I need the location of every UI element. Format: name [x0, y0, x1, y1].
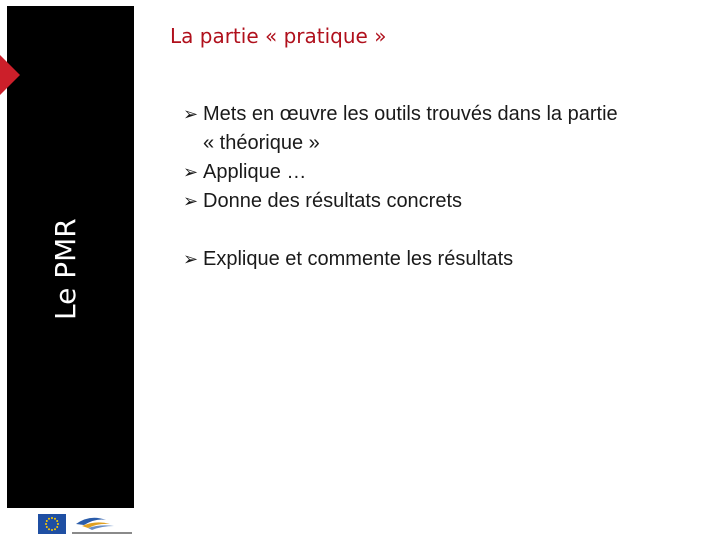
bullet-item [183, 187, 623, 216]
bullet-item [183, 245, 623, 274]
arrowhead-bullet-icon: ➢ [183, 162, 199, 182]
arrowhead-bullet-icon: ➢ [183, 191, 199, 211]
bullet-list [183, 100, 623, 274]
footer-logos [38, 512, 138, 536]
slide-title: La partie « pratique » [170, 24, 387, 48]
bullet-item [183, 100, 623, 158]
eu-flag-icon [38, 514, 66, 534]
bullet-text: Mets en œuvre les outils trouvés dans la partie « théorique » [203, 103, 618, 154]
bullet-text: Applique … [203, 161, 307, 183]
bullet-item [183, 158, 623, 187]
education-program-logo-icon [70, 512, 134, 536]
red-triangle-marker-icon [0, 55, 20, 95]
arrowhead-bullet-icon: ➢ [183, 249, 199, 269]
arrowhead-bullet-icon: ➢ [183, 104, 199, 124]
sidebar-vertical-title: Le PMR [49, 218, 82, 320]
bullet-text: Explique et commente les résultats [203, 248, 514, 270]
bullet-text: Donne des résultats concrets [203, 190, 463, 212]
